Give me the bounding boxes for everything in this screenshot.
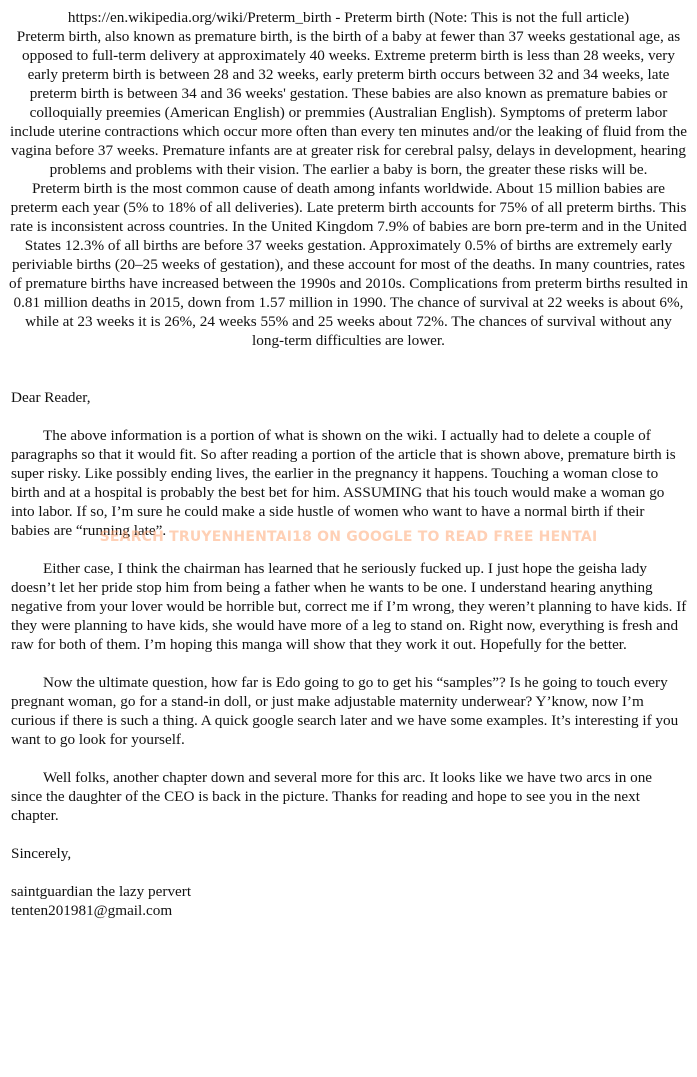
letter-salutation: Dear Reader, [11,389,91,406]
letter-closing: Sincerely, [11,845,72,862]
signature-email: tenten201981@gmail.com [11,902,173,919]
watermark-text: SEARCH TRUYENHENTAI18 ON GOOGLE TO READ FREE HENTAI [99,529,598,545]
wiki-source-line: https://en.wikipedia.org/wiki/Preterm_birth - Preterm birth (Note: This is not the full article) [67,9,630,26]
letter-paragraph: Well folks, another chapter down and several more for this arc. It looks like we have two arcs in one since the daughter of the CEO is back in the picture. Thanks for reading and hope to see you in the next chapter. [11,769,653,824]
wiki-paragraph: Preterm birth, also known as premature birth, is the birth of a baby at fewer than 37 weeks gestational age, as opposed to full-term delivery at approximately 40 weeks. Extreme preterm birth is less than 28 weeks, very early preterm birth is between 28 and 32 weeks, early preterm birth occurs between 32 and 34 weeks, late preterm birth is between 34 and 36 weeks' gestation. These babies are also known as premature babies or colloquially preemies (American English) or premmies (Australian English). Symptoms of preterm labor include uterine contractions which occur more often than every ten minutes and/or the leaking of fluid from the vagina before 37 weeks. Premature infants are at greater risk for cerebral palsy, delays in development, hearing problems and problems with their vision. The earlier a baby is born, the greater these risks will be. [10,28,687,178]
letter-paragraph: Now the ultimate question, how far is Edo going to go to get his “samples”? Is he going to touch every pregnant woman, go for a stand-in doll, or just make adjustable maternity underwear? Y’know, now I’m curious if there is such a thing. A quick google search later and we have some examples. It’s interesting if you want to go look for yourself. [11,674,679,748]
letter-body [11,388,687,920]
signature-name: saintguardian the lazy pervert [11,883,192,900]
wiki-paragraph: Preterm birth is the most common cause of death among infants worldwide. About 15 million babies are preterm each year (5% to 18% of all deliveries). Late preterm birth accounts for 75% of all preterm births. This rate is inconsistent across countries. In the United Kingdom 7.9% of babies are born pre-term and in the United States 12.3% of all births are before 37 weeks gestation. Approximately 0.5% of births are extremely early periviable births (20–25 weeks of gestation), and these account for most of the deaths. In many countries, rates of premature births have increased between the 1990s and 2010s. Complications from preterm births resulted in 0.81 million deaths in 2015, down from 1.57 million in 1990. The chance of survival at 22 weeks is about 6%, while at 23 weeks it is 26%, 24 weeks 55% and 25 weeks about 72%. The chances of survival without any long-term difficulties are lower. [8,180,689,349]
letter-paragraph: Either case, I think the chairman has learned that he seriously fucked up. I just hope the geisha lady doesn’t let her pride stop him from being a father when he wants to be one. I understand hearing anything negative from your lover would be horrible but, correct me if I’m wrong, they weren’t planning to have kids. If they were planning to have kids, she would have more of a leg to stand on. Right now, everything is fresh and raw for both of them. I’m hoping this manga will show that they work it out. Hopefully for the better. [11,560,687,653]
wiki-excerpt [8,8,689,350]
letter-paragraph: The above information is a portion of what is shown on the wiki. I actually had to delete a couple of paragraphs so that it would fit. So after reading a portion of the article that is shown above, premature birth is super risky. Like possibly ending lives, the earlier in the pregnancy it happens. Touching a woman close to birth and at a hospital is probably the best bet for him. ASSUMING that his touch would make a woman go into labor. If so, I’m sure he could make a side hustle of women who want to have a normal birth if their babies are “running late”. [11,427,676,539]
